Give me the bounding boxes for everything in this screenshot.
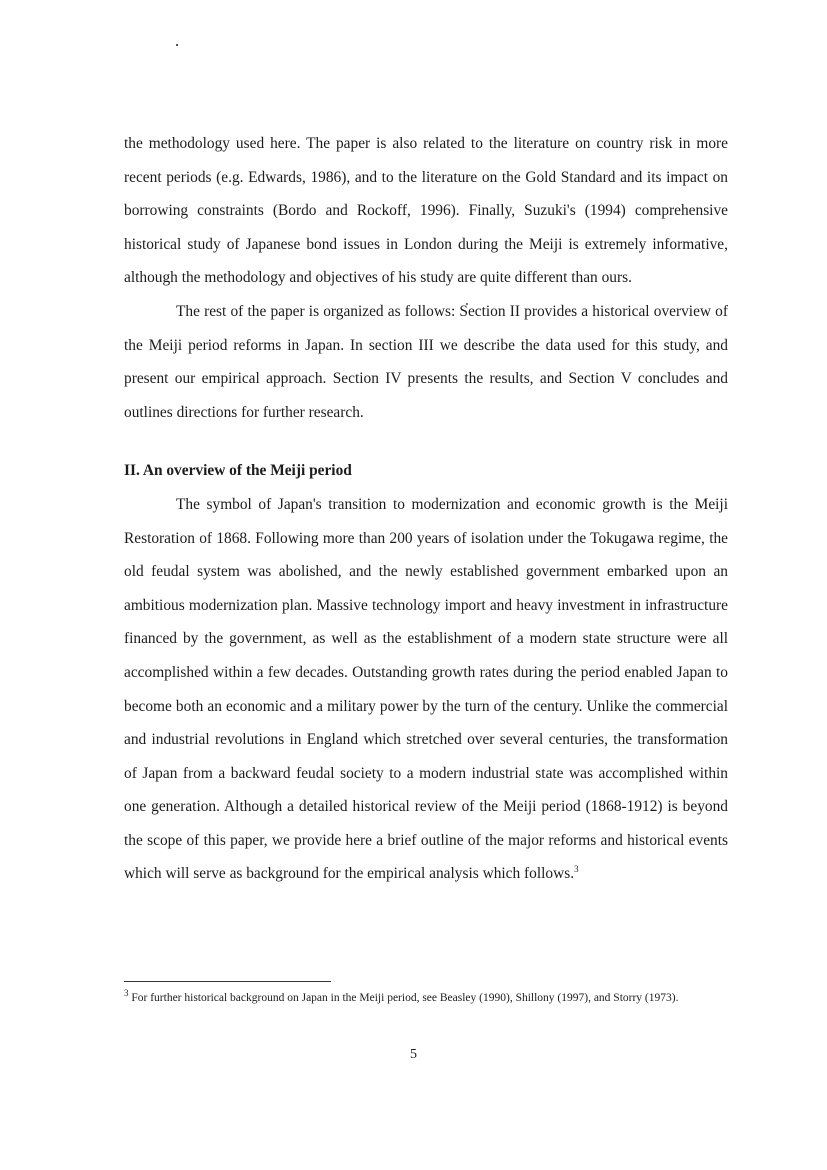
paragraph-literature: the methodology used here. The paper is also related to the literature on country risk in more recent periods (e.g. Edwards, 1986), and to the literature on the Gold Standard and its impact on borrowing constraints (Bordo and Rockoff, 1996). Finally, Suzuki's (1994) comprehensive historical study of Japanese bond issues in London during the Meiji is extremely informative, although the methodology and objectives of his study are quite different than ours. (124, 135, 728, 287)
footnote-reference: 3 (574, 864, 579, 875)
paragraph-meiji-text: The symbol of Japan's transition to modernization and economic growth is the Meiji Restoration of 1868. Following more than 200 years of isolation under the Tokugawa regime, the old feudal system was abolished, and the newly established government embarked upon an ambitious modernization plan. Massive technology import and heavy investment in infrastructure financed by the government, as well as the establishment of a modern state structure were all accomplished within a few decades. Outstanding growth rates during the period enabled Japan to become both an economic and a military power by the turn of the century. Unlike the commercial and industrial revolutions in England which stretched over several centuries, the transformation of Japan from a backward feudal society to a modern industrial state was accomplished within one generation. Although a detailed historical review of the Meiji period (1868-1912) is beyond the scope of this paper, we provide here a brief outline of the major reforms and historical events which will serve as background for the empirical analysis which follows. (124, 495, 728, 883)
footnote-divider (124, 981, 331, 982)
section-heading: II. An overview of the Meiji period (124, 462, 352, 480)
main-text (124, 127, 728, 891)
footnote-marker: 3 (124, 988, 129, 999)
page-number: 5 (410, 1047, 417, 1062)
footnote (124, 989, 724, 1007)
paragraph-meiji-overview (124, 488, 728, 891)
scan-speck (176, 44, 178, 46)
paragraph-organization: The rest of the paper is organized as follows: Section II provides a historical overview of the Meiji period reforms in Japan. In section III we describe the data used for this study, and present our empirical approach. Section IV presents the results, and Section V concludes and outlines directions for further research. (124, 302, 728, 421)
footnote-text: For further historical background on Japan in the Meiji period, see Beasley (1990), Shillony (1997), and Storry (1973). (131, 992, 679, 1004)
